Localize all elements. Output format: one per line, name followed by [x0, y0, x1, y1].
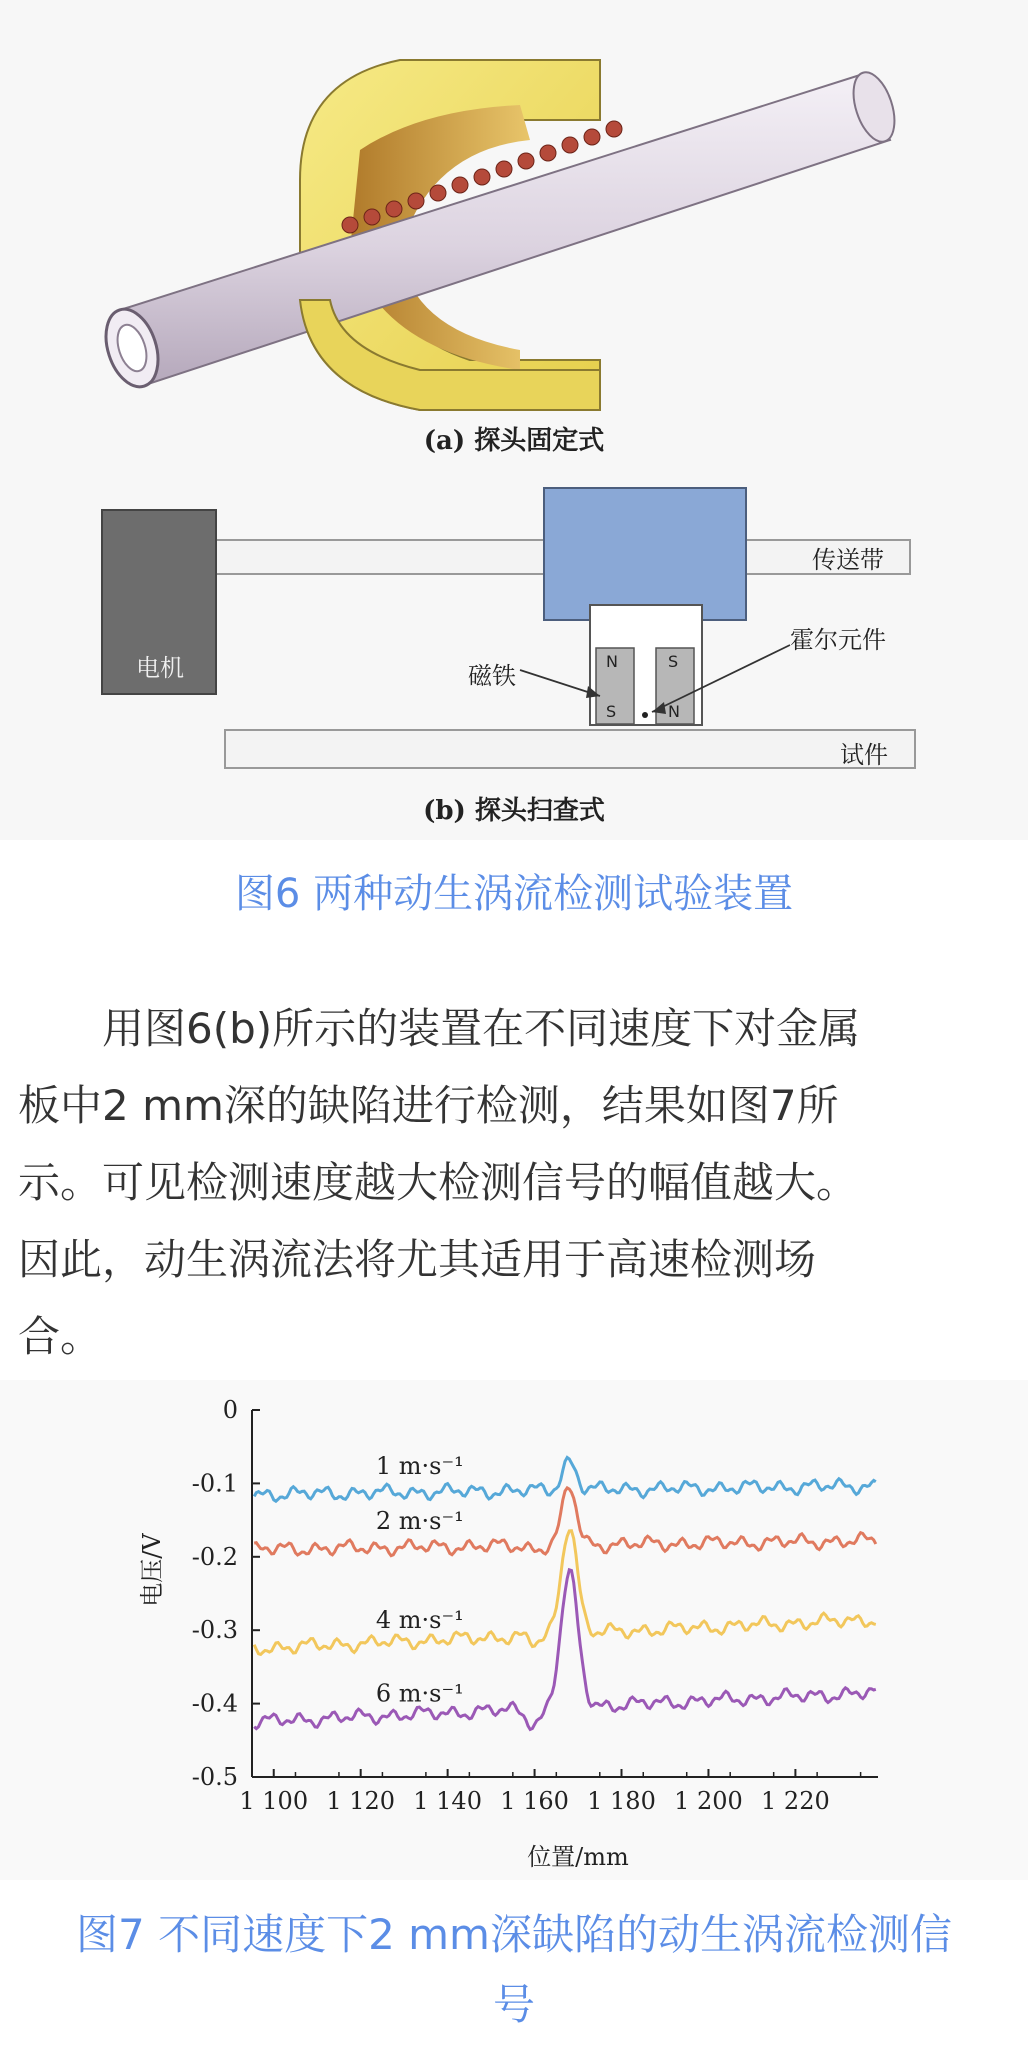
y-axis-label: 电压/V: [138, 1533, 166, 1607]
series-label: 6 m·s⁻¹: [375, 1679, 464, 1708]
series-label: 4 m·s⁻¹: [375, 1606, 464, 1635]
pole-n-left: N: [606, 652, 618, 671]
series-label: 2 m·s⁻¹: [375, 1507, 464, 1536]
pole-s-right: S: [668, 652, 679, 671]
magnet-label: 磁铁: [468, 662, 516, 690]
fixed-probe-illustration: [0, 0, 1028, 440]
pole-n-right: N: [668, 702, 680, 721]
y-tick-label: -0.5: [191, 1763, 238, 1791]
figure-6-caption: 图6 两种动生涡流检测试验装置: [234, 871, 794, 917]
figure-7-caption: [18, 1900, 1010, 2040]
pole-s-left: S: [606, 702, 617, 721]
x-tick-label: 1 140: [413, 1787, 482, 1815]
x-tick-label: 1 220: [761, 1787, 830, 1815]
figure-7-caption-line1: 图7 不同速度下2 mm深缺陷的动生涡流检测信: [76, 1910, 952, 1959]
figure-6: [0, 0, 1028, 840]
series-line: [254, 1570, 876, 1730]
body-paragraph: [18, 990, 1010, 1375]
x-axis-label: 位置/mm: [527, 1843, 629, 1871]
specimen-plate: [225, 730, 915, 768]
paragraph-line: 示。可见检测速度越大检测信号的幅值越大。: [18, 1158, 859, 1207]
paragraph-line: 板中2 mm深的缺陷进行检测，结果如图7所: [18, 1081, 839, 1130]
y-tick-label: 0: [222, 1396, 238, 1424]
x-tick-label: 1 100: [239, 1787, 309, 1815]
figure-7-caption-line2: 号: [492, 1980, 535, 2029]
subfig-a-label: (a) 探头固定式: [423, 426, 605, 456]
y-tick-label: -0.1: [191, 1469, 238, 1498]
x-tick-label: 1 180: [587, 1787, 656, 1815]
signal-line-chart: [0, 1380, 1028, 1880]
carriage-box: [544, 488, 746, 620]
hall-element-label: 霍尔元件: [790, 626, 886, 654]
paragraph-line: 合。: [18, 1312, 103, 1361]
y-tick-label: -0.3: [191, 1616, 238, 1645]
paragraph-line: 用图6(b)所示的装置在不同速度下对金属: [18, 1004, 861, 1053]
figure-7-chart: [0, 1380, 1028, 1880]
y-tick-label: -0.4: [191, 1689, 238, 1718]
motor-label: 电机: [136, 654, 184, 682]
hall-element-dot: [642, 712, 648, 718]
series-label: 1 m·s⁻¹: [375, 1452, 464, 1481]
chart-series: [254, 1452, 876, 1729]
specimen-label: 试件: [840, 741, 888, 769]
x-tick-label: 1 120: [326, 1787, 396, 1815]
paragraph-line: 因此，动生涡流法将尤其适用于高速检测场: [18, 1235, 817, 1284]
y-tick-label: -0.2: [191, 1542, 238, 1571]
chart-ticks: [192, 1396, 861, 1815]
x-tick-label: 1 200: [674, 1787, 743, 1815]
conveyor-label: 传送带: [812, 546, 884, 574]
x-tick-label: 1 160: [500, 1787, 569, 1815]
subfig-b-label: (b) 探头扫查式: [423, 796, 605, 826]
